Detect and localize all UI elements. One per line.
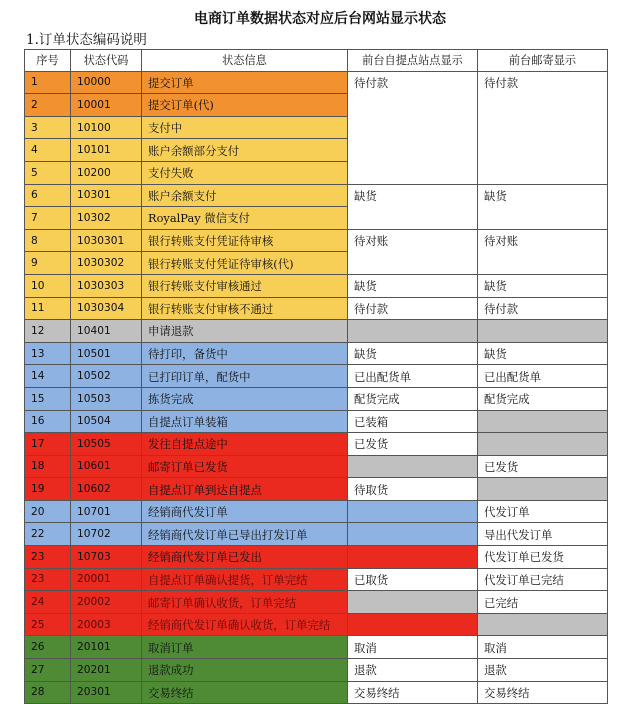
row-number-cell: 18 [25, 455, 71, 478]
mail-display-cell [478, 410, 608, 433]
status-info-cell: 交易终结 [142, 681, 348, 704]
status-code-cell: 10505 [71, 433, 142, 456]
mail-display-cell [478, 433, 608, 456]
pickup-display-cell [348, 94, 478, 117]
table-row [25, 659, 608, 682]
mail-display-cell: 待付款 [478, 71, 608, 94]
status-info-cell: 经销商代发订单已发出 [142, 546, 348, 569]
status-code-cell: 10101 [71, 139, 142, 162]
mail-display-cell: 导出代发订单 [478, 523, 608, 546]
pickup-display-cell [348, 500, 478, 523]
status-code-cell: 10502 [71, 365, 142, 388]
row-number-cell: 2 [25, 94, 71, 117]
status-info-cell: 银行转账支付审核不通过 [142, 297, 348, 320]
status-code-cell: 20201 [71, 659, 142, 682]
header-no: 序号 [25, 50, 71, 72]
status-code-cell: 10200 [71, 161, 142, 184]
mail-display-cell: 待对账 [478, 229, 608, 252]
status-code-cell: 10503 [71, 387, 142, 410]
table-row [25, 568, 608, 591]
row-number-cell: 12 [25, 320, 71, 343]
row-number-cell: 19 [25, 478, 71, 501]
mail-display-cell [478, 613, 608, 636]
status-info-cell: 经销商代发订单已导出打发订单 [142, 523, 348, 546]
mail-display-cell: 退款 [478, 659, 608, 682]
table-row [25, 161, 608, 184]
row-number-cell: 15 [25, 387, 71, 410]
mail-display-cell: 缺货 [478, 184, 608, 207]
pickup-display-cell: 待对账 [348, 229, 478, 252]
pickup-display-cell: 已发货 [348, 433, 478, 456]
row-number-cell: 25 [25, 613, 71, 636]
status-info-cell: 退款成功 [142, 659, 348, 682]
mail-display-cell [478, 478, 608, 501]
status-code-cell: 10301 [71, 184, 142, 207]
status-code-cell: 1030304 [71, 297, 142, 320]
mail-display-cell [478, 207, 608, 230]
row-number-cell: 9 [25, 252, 71, 275]
status-info-cell: 银行转账支付凭证待审核(代) [142, 252, 348, 275]
pickup-display-cell: 配货完成 [348, 387, 478, 410]
pickup-display-cell [348, 546, 478, 569]
table-row [25, 523, 608, 546]
mail-display-cell: 缺货 [478, 274, 608, 297]
row-number-cell: 24 [25, 591, 71, 614]
status-info-cell: 账户余额部分支付 [142, 139, 348, 162]
status-info-cell: 申请退款 [142, 320, 348, 343]
table-body [25, 71, 608, 704]
pickup-display-cell: 退款 [348, 659, 478, 682]
row-number-cell: 28 [25, 681, 71, 704]
header-pickup-display: 前台自提点站点显示 [348, 50, 478, 72]
pickup-display-cell [348, 252, 478, 275]
pickup-display-cell [348, 455, 478, 478]
pickup-display-cell [348, 139, 478, 162]
mail-display-cell: 配货完成 [478, 387, 608, 410]
mail-display-cell: 取消 [478, 636, 608, 659]
status-code-table [24, 49, 608, 704]
row-number-cell: 6 [25, 184, 71, 207]
table-row [25, 410, 608, 433]
table-row [25, 71, 608, 94]
status-code-cell: 10702 [71, 523, 142, 546]
row-number-cell: 23 [25, 546, 71, 569]
mail-display-cell: 已发货 [478, 455, 608, 478]
section-heading: 1.订单状态编码说明 [26, 32, 147, 48]
pickup-display-cell: 已装箱 [348, 410, 478, 433]
row-number-cell: 11 [25, 297, 71, 320]
pickup-display-cell [348, 613, 478, 636]
mail-display-cell [478, 139, 608, 162]
status-info-cell: 取消订单 [142, 636, 348, 659]
status-info-cell: 银行转账支付凭证待审核 [142, 229, 348, 252]
row-number-cell: 1 [25, 71, 71, 94]
pickup-display-cell [348, 161, 478, 184]
table-row [25, 184, 608, 207]
mail-display-cell [478, 161, 608, 184]
status-info-cell: RoyalPay 微信支付 [142, 207, 348, 230]
row-number-cell: 20 [25, 500, 71, 523]
row-number-cell: 26 [25, 636, 71, 659]
mail-display-cell [478, 94, 608, 117]
table-row [25, 116, 608, 139]
status-code-cell: 10501 [71, 342, 142, 365]
status-code-cell: 1030303 [71, 274, 142, 297]
status-code-cell: 10001 [71, 94, 142, 117]
row-number-cell: 8 [25, 229, 71, 252]
row-number-cell: 14 [25, 365, 71, 388]
pickup-display-cell [348, 320, 478, 343]
status-code-cell: 20301 [71, 681, 142, 704]
status-info-cell: 提交订单(代) [142, 94, 348, 117]
table-row [25, 433, 608, 456]
table-row [25, 274, 608, 297]
mail-display-cell: 交易终结 [478, 681, 608, 704]
status-info-cell: 经销商代发订单确认收货，订单完结 [142, 613, 348, 636]
status-info-cell: 邮寄订单已发货 [142, 455, 348, 478]
document-title: 电商订单数据状态对应后台网站显示状态 [194, 11, 446, 27]
status-code-cell: 10401 [71, 320, 142, 343]
table-row [25, 94, 608, 117]
mail-display-cell: 代发订单已发货 [478, 546, 608, 569]
status-code-cell: 20101 [71, 636, 142, 659]
pickup-display-cell [348, 591, 478, 614]
row-number-cell: 7 [25, 207, 71, 230]
row-number-cell: 4 [25, 139, 71, 162]
status-info-cell: 邮寄订单确认收货，订单完结 [142, 591, 348, 614]
status-info-cell: 自提点订单确认提货，订单完结 [142, 568, 348, 591]
pickup-display-cell: 已出配货单 [348, 365, 478, 388]
mail-display-cell [478, 320, 608, 343]
status-info-cell: 银行转账支付审核通过 [142, 274, 348, 297]
status-code-cell: 20002 [71, 591, 142, 614]
status-code-cell: 10601 [71, 455, 142, 478]
status-info-cell: 拣货完成 [142, 387, 348, 410]
mail-display-cell: 已完结 [478, 591, 608, 614]
pickup-display-cell [348, 207, 478, 230]
table-row [25, 342, 608, 365]
table-header-row [25, 50, 608, 72]
pickup-display-cell: 待付款 [348, 71, 478, 94]
mail-display-cell: 待付款 [478, 297, 608, 320]
mail-display-cell: 缺货 [478, 342, 608, 365]
table-row [25, 591, 608, 614]
table-row [25, 320, 608, 343]
status-code-cell: 10703 [71, 546, 142, 569]
row-number-cell: 3 [25, 116, 71, 139]
status-info-cell: 待打印，备货中 [142, 342, 348, 365]
status-info-cell: 已打印订单，配货中 [142, 365, 348, 388]
pickup-display-cell [348, 116, 478, 139]
pickup-display-cell: 交易终结 [348, 681, 478, 704]
table-row [25, 207, 608, 230]
pickup-display-cell: 缺货 [348, 184, 478, 207]
mail-display-cell: 已出配货单 [478, 365, 608, 388]
status-info-cell: 账户余额支付 [142, 184, 348, 207]
row-number-cell: 23 [25, 568, 71, 591]
status-code-cell: 10701 [71, 500, 142, 523]
status-info-cell: 经销商代发订单 [142, 500, 348, 523]
pickup-display-cell: 取消 [348, 636, 478, 659]
status-info-cell: 自提点订单装箱 [142, 410, 348, 433]
table-row [25, 500, 608, 523]
header-code: 状态代码 [71, 50, 142, 72]
mail-display-cell [478, 252, 608, 275]
table-row [25, 546, 608, 569]
mail-display-cell [478, 116, 608, 139]
status-code-cell: 10504 [71, 410, 142, 433]
table-row [25, 297, 608, 320]
table-row [25, 455, 608, 478]
table-row [25, 613, 608, 636]
pickup-display-cell: 待取货 [348, 478, 478, 501]
status-code-cell: 1030301 [71, 229, 142, 252]
pickup-display-cell: 已取货 [348, 568, 478, 591]
row-number-cell: 13 [25, 342, 71, 365]
status-info-cell: 自提点订单到达自提点 [142, 478, 348, 501]
table-row [25, 636, 608, 659]
table-row [25, 139, 608, 162]
status-code-cell: 20003 [71, 613, 142, 636]
table-row [25, 365, 608, 388]
status-code-cell: 1030302 [71, 252, 142, 275]
row-number-cell: 17 [25, 433, 71, 456]
status-code-cell: 10302 [71, 207, 142, 230]
row-number-cell: 5 [25, 161, 71, 184]
status-info-cell: 支付中 [142, 116, 348, 139]
status-info-cell: 提交订单 [142, 71, 348, 94]
status-info-cell: 支付失败 [142, 161, 348, 184]
mail-display-cell: 代发订单 [478, 500, 608, 523]
status-code-cell: 10100 [71, 116, 142, 139]
pickup-display-cell: 缺货 [348, 274, 478, 297]
status-code-cell: 10000 [71, 71, 142, 94]
header-info: 状态信息 [142, 50, 348, 72]
status-code-cell: 10602 [71, 478, 142, 501]
mail-display-cell: 代发订单已完结 [478, 568, 608, 591]
table-row [25, 478, 608, 501]
table-row [25, 387, 608, 410]
table-row [25, 681, 608, 704]
row-number-cell: 16 [25, 410, 71, 433]
table-row [25, 252, 608, 275]
header-mail-display: 前台邮寄显示 [478, 50, 608, 72]
pickup-display-cell [348, 523, 478, 546]
pickup-display-cell: 缺货 [348, 342, 478, 365]
table-row [25, 229, 608, 252]
row-number-cell: 22 [25, 523, 71, 546]
pickup-display-cell: 待付款 [348, 297, 478, 320]
status-info-cell: 发往自提点途中 [142, 433, 348, 456]
status-code-cell: 20001 [71, 568, 142, 591]
row-number-cell: 10 [25, 274, 71, 297]
row-number-cell: 27 [25, 659, 71, 682]
